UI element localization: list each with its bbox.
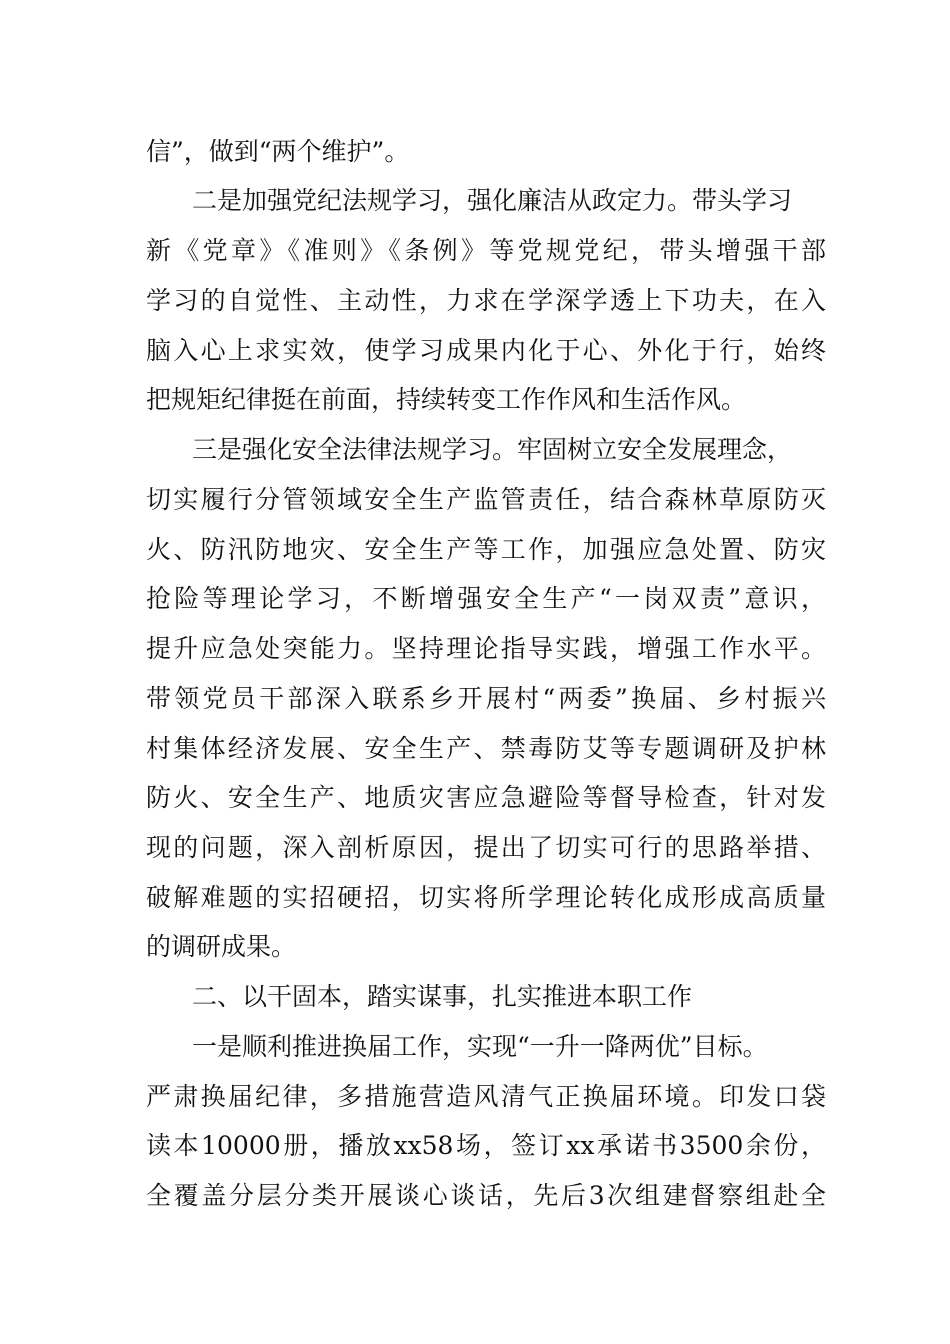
text-line: 提升应急处突能力。坚持理论指导实践，增强工作水平。 bbox=[146, 634, 826, 663]
text-line: 破解难题的实招硬招，切实将所学理论转化成形成高质量 bbox=[146, 883, 826, 912]
paragraph-first-line: 二是加强党纪法规学习，强化廉洁从政定力。带头学习 bbox=[192, 186, 793, 215]
text-line: 防火、安全生产、地质灾害应急避险等督导检查，针对发 bbox=[146, 783, 826, 812]
text-line: 信”，做到“两个维护”。 bbox=[146, 137, 410, 166]
text-line: 村集体经济发展、安全生产、禁毒防艾等专题调研及护林 bbox=[146, 734, 826, 763]
text-line: 严肃换届纪律，多措施营造风清气正换届环境。印发口袋 bbox=[146, 1082, 826, 1111]
text-line: 读本10000册，播放xx58场，签订xx承诺书3500余份， bbox=[146, 1131, 826, 1160]
text-line: 抢险等理论学习，不断增强安全生产“一岗双责”意识， bbox=[146, 584, 826, 613]
text-line: 新《党章》《准则》《条例》等党规党纪，带头增强干部 bbox=[146, 236, 826, 265]
text-line: 把规矩纪律挺在前面，持续转变工作作风和生活作风。 bbox=[146, 385, 747, 414]
paragraph-first-line: 三是强化安全法律法规学习。牢固树立安全发展理念， bbox=[192, 435, 793, 464]
text-line: 学习的自觉性、主动性，力求在学深学透上下功夫，在入 bbox=[146, 286, 826, 315]
paragraph-first-line: 一是顺利推进换届工作，实现“一升一降两优”目标。 bbox=[192, 1032, 768, 1061]
text-line: 切实履行分管领域安全生产监管责任，结合森林草原防灭 bbox=[146, 485, 826, 514]
text-line: 全覆盖分层分类开展谈心谈话，先后3次组建督察组赴全 bbox=[146, 1181, 826, 1210]
text-line: 的调研成果。 bbox=[146, 932, 297, 961]
text-line: 脑入心上求实效，使学习成果内化于心、外化于行，始终 bbox=[146, 336, 826, 365]
text-line: 火、防汛防地灾、安全生产等工作，加强应急处置、防灾 bbox=[146, 535, 826, 564]
text-line: 现的问题，深入剖析原因，提出了切实可行的思路举措、 bbox=[146, 833, 826, 862]
text-line: 带领党员干部深入联系乡开展村“两委”换届、乡村振兴 bbox=[146, 684, 826, 713]
section-heading: 二、以干固本，踏实谋事，扎实推进本职工作 bbox=[192, 982, 693, 1011]
